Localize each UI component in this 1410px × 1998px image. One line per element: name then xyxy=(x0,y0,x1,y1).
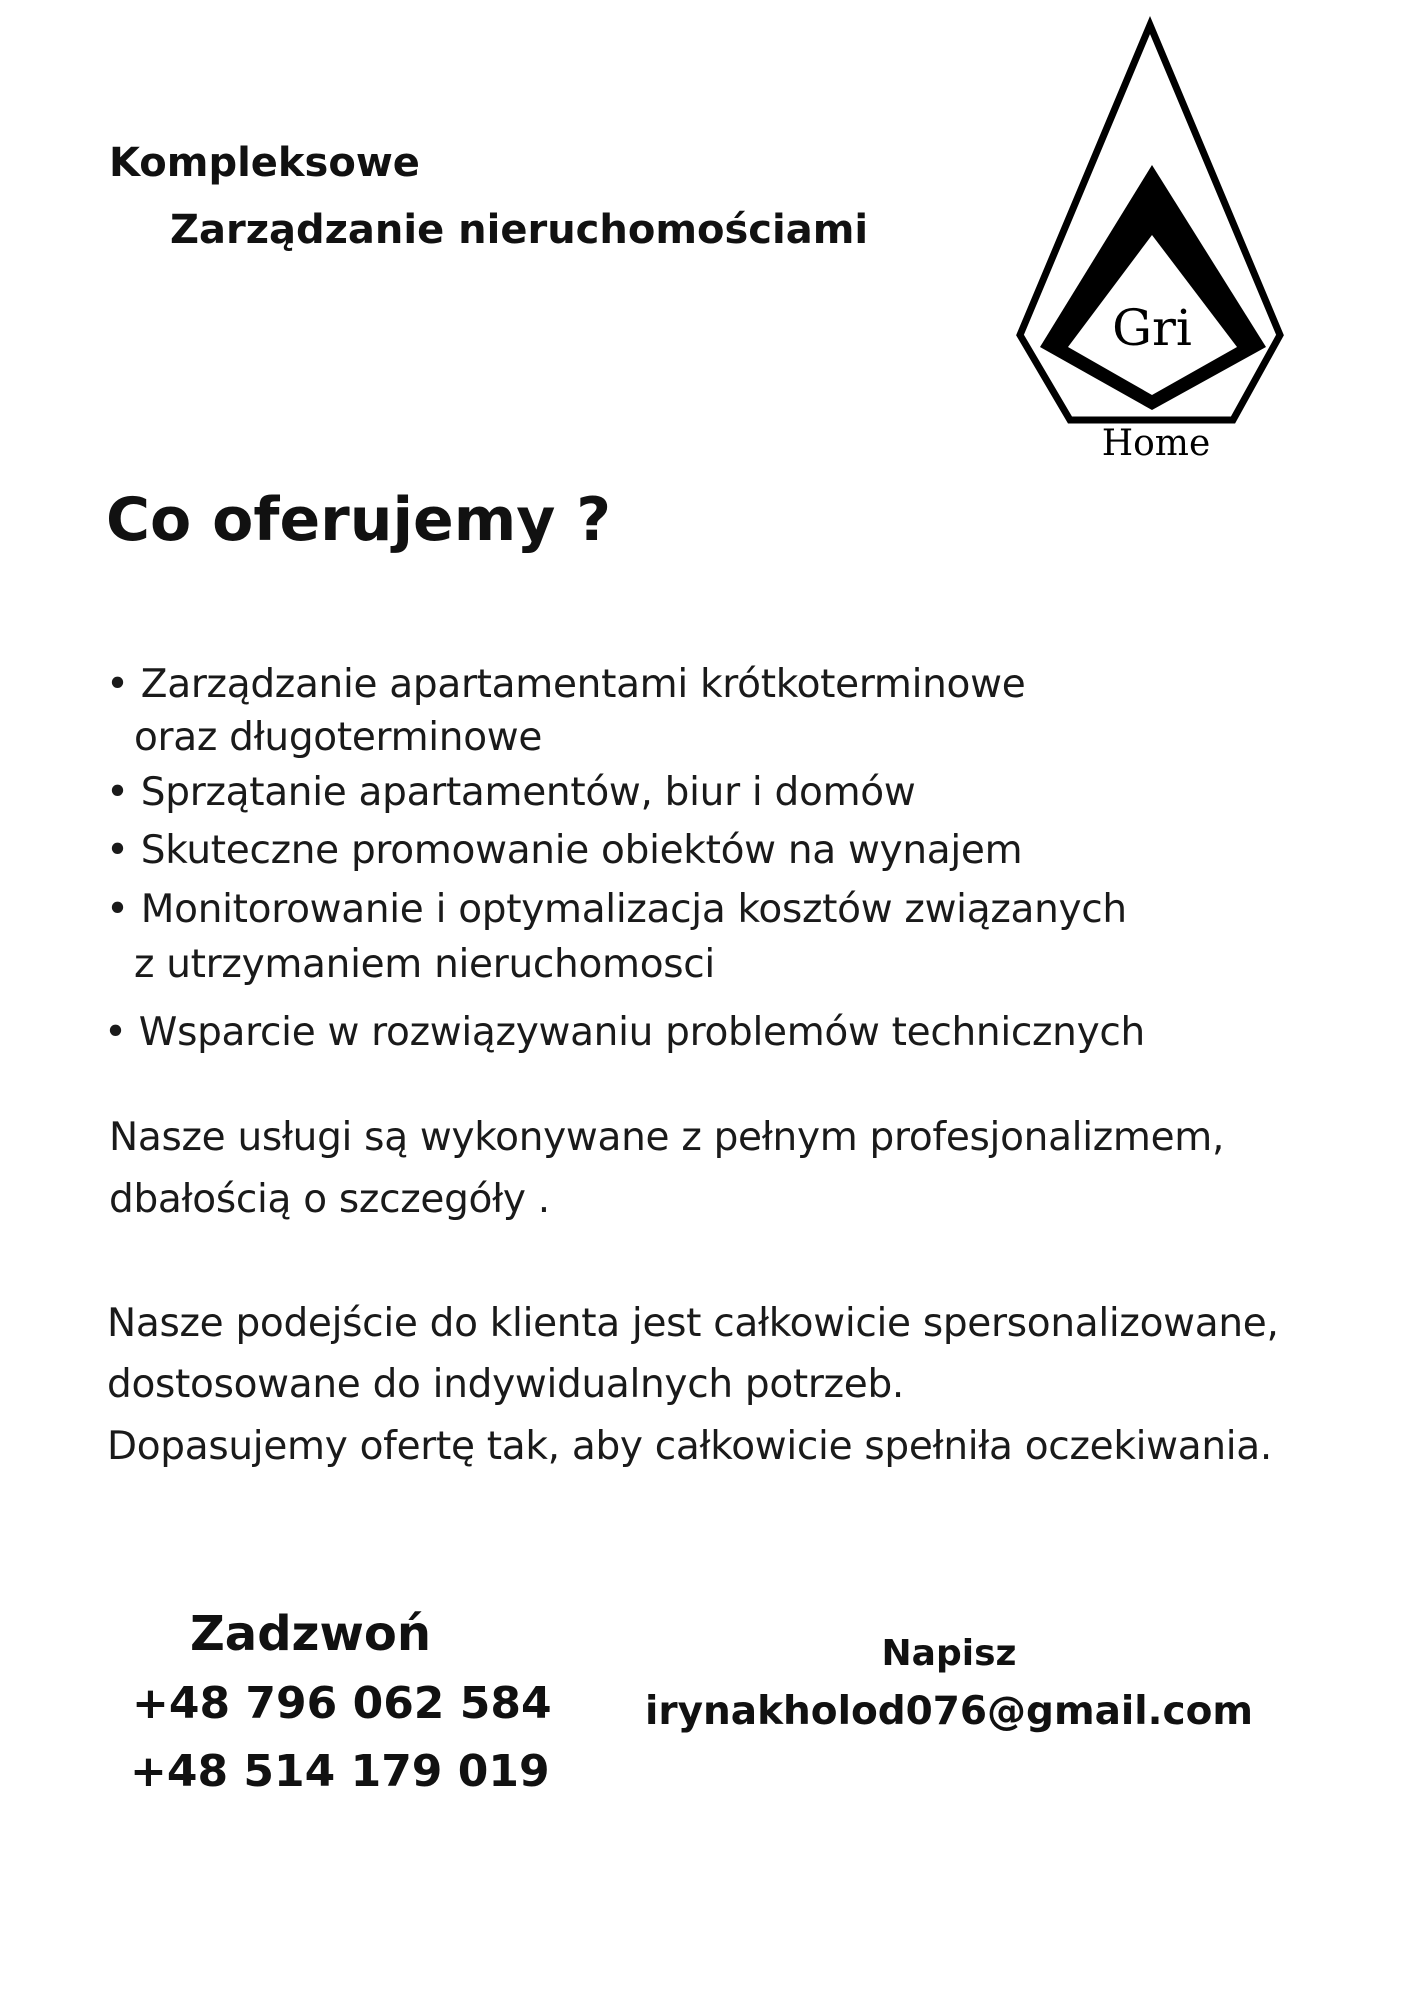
gri-home-logo xyxy=(0,0,1410,480)
bullet-item: • Zarządzanie apartamentami krótkoterminowe xyxy=(106,662,1026,707)
paragraph-2-line: Dopasujemy ofertę tak, aby całkowicie spełniła oczekiwania. xyxy=(107,1424,1272,1469)
paragraph-2-line: dostosowane do indywidualnych potrzeb. xyxy=(107,1362,905,1407)
bullet-item-continuation: oraz długoterminowe xyxy=(134,715,543,760)
paragraph-2-line: Nasze podejście do klienta jest całkowicie spersonalizowane, xyxy=(107,1301,1279,1346)
bullet-item: • Wsparcie w rozwiązywaniu problemów technicznych xyxy=(104,1010,1145,1055)
email-link[interactable]: irynakholod076@gmail.com xyxy=(644,1689,1254,1734)
bullet-item-continuation: z utrzymaniem nieruchomosci xyxy=(134,942,715,987)
logo-text-main: Gri xyxy=(1112,299,1192,357)
offer-title: Co oferujemy ? xyxy=(106,485,612,555)
bullet-item: • Sprzątanie apartamentów, biur i domów xyxy=(106,770,916,815)
call-label: Zadzwoń xyxy=(190,1606,431,1662)
header-line-2: Zarządzanie nieruchomościami xyxy=(170,207,869,253)
bullet-item: • Monitorowanie i optymalizacja kosztów związanych xyxy=(106,887,1127,932)
phone-number-1[interactable]: +48 796 062 584 xyxy=(132,1678,552,1729)
paragraph-1-line: dbałością o szczegóły . xyxy=(109,1177,550,1222)
paragraph-1-line: Nasze usługi są wykonywane z pełnym profesjonalizmem, xyxy=(109,1115,1225,1160)
header-line-1: Kompleksowe xyxy=(109,140,420,186)
bullet-item: • Skuteczne promowanie obiektów na wynajem xyxy=(106,828,1023,873)
logo-text-sub: Home xyxy=(1101,423,1211,464)
phone-number-2[interactable]: +48 514 179 019 xyxy=(130,1746,550,1797)
write-label: Napisz xyxy=(881,1633,1017,1674)
